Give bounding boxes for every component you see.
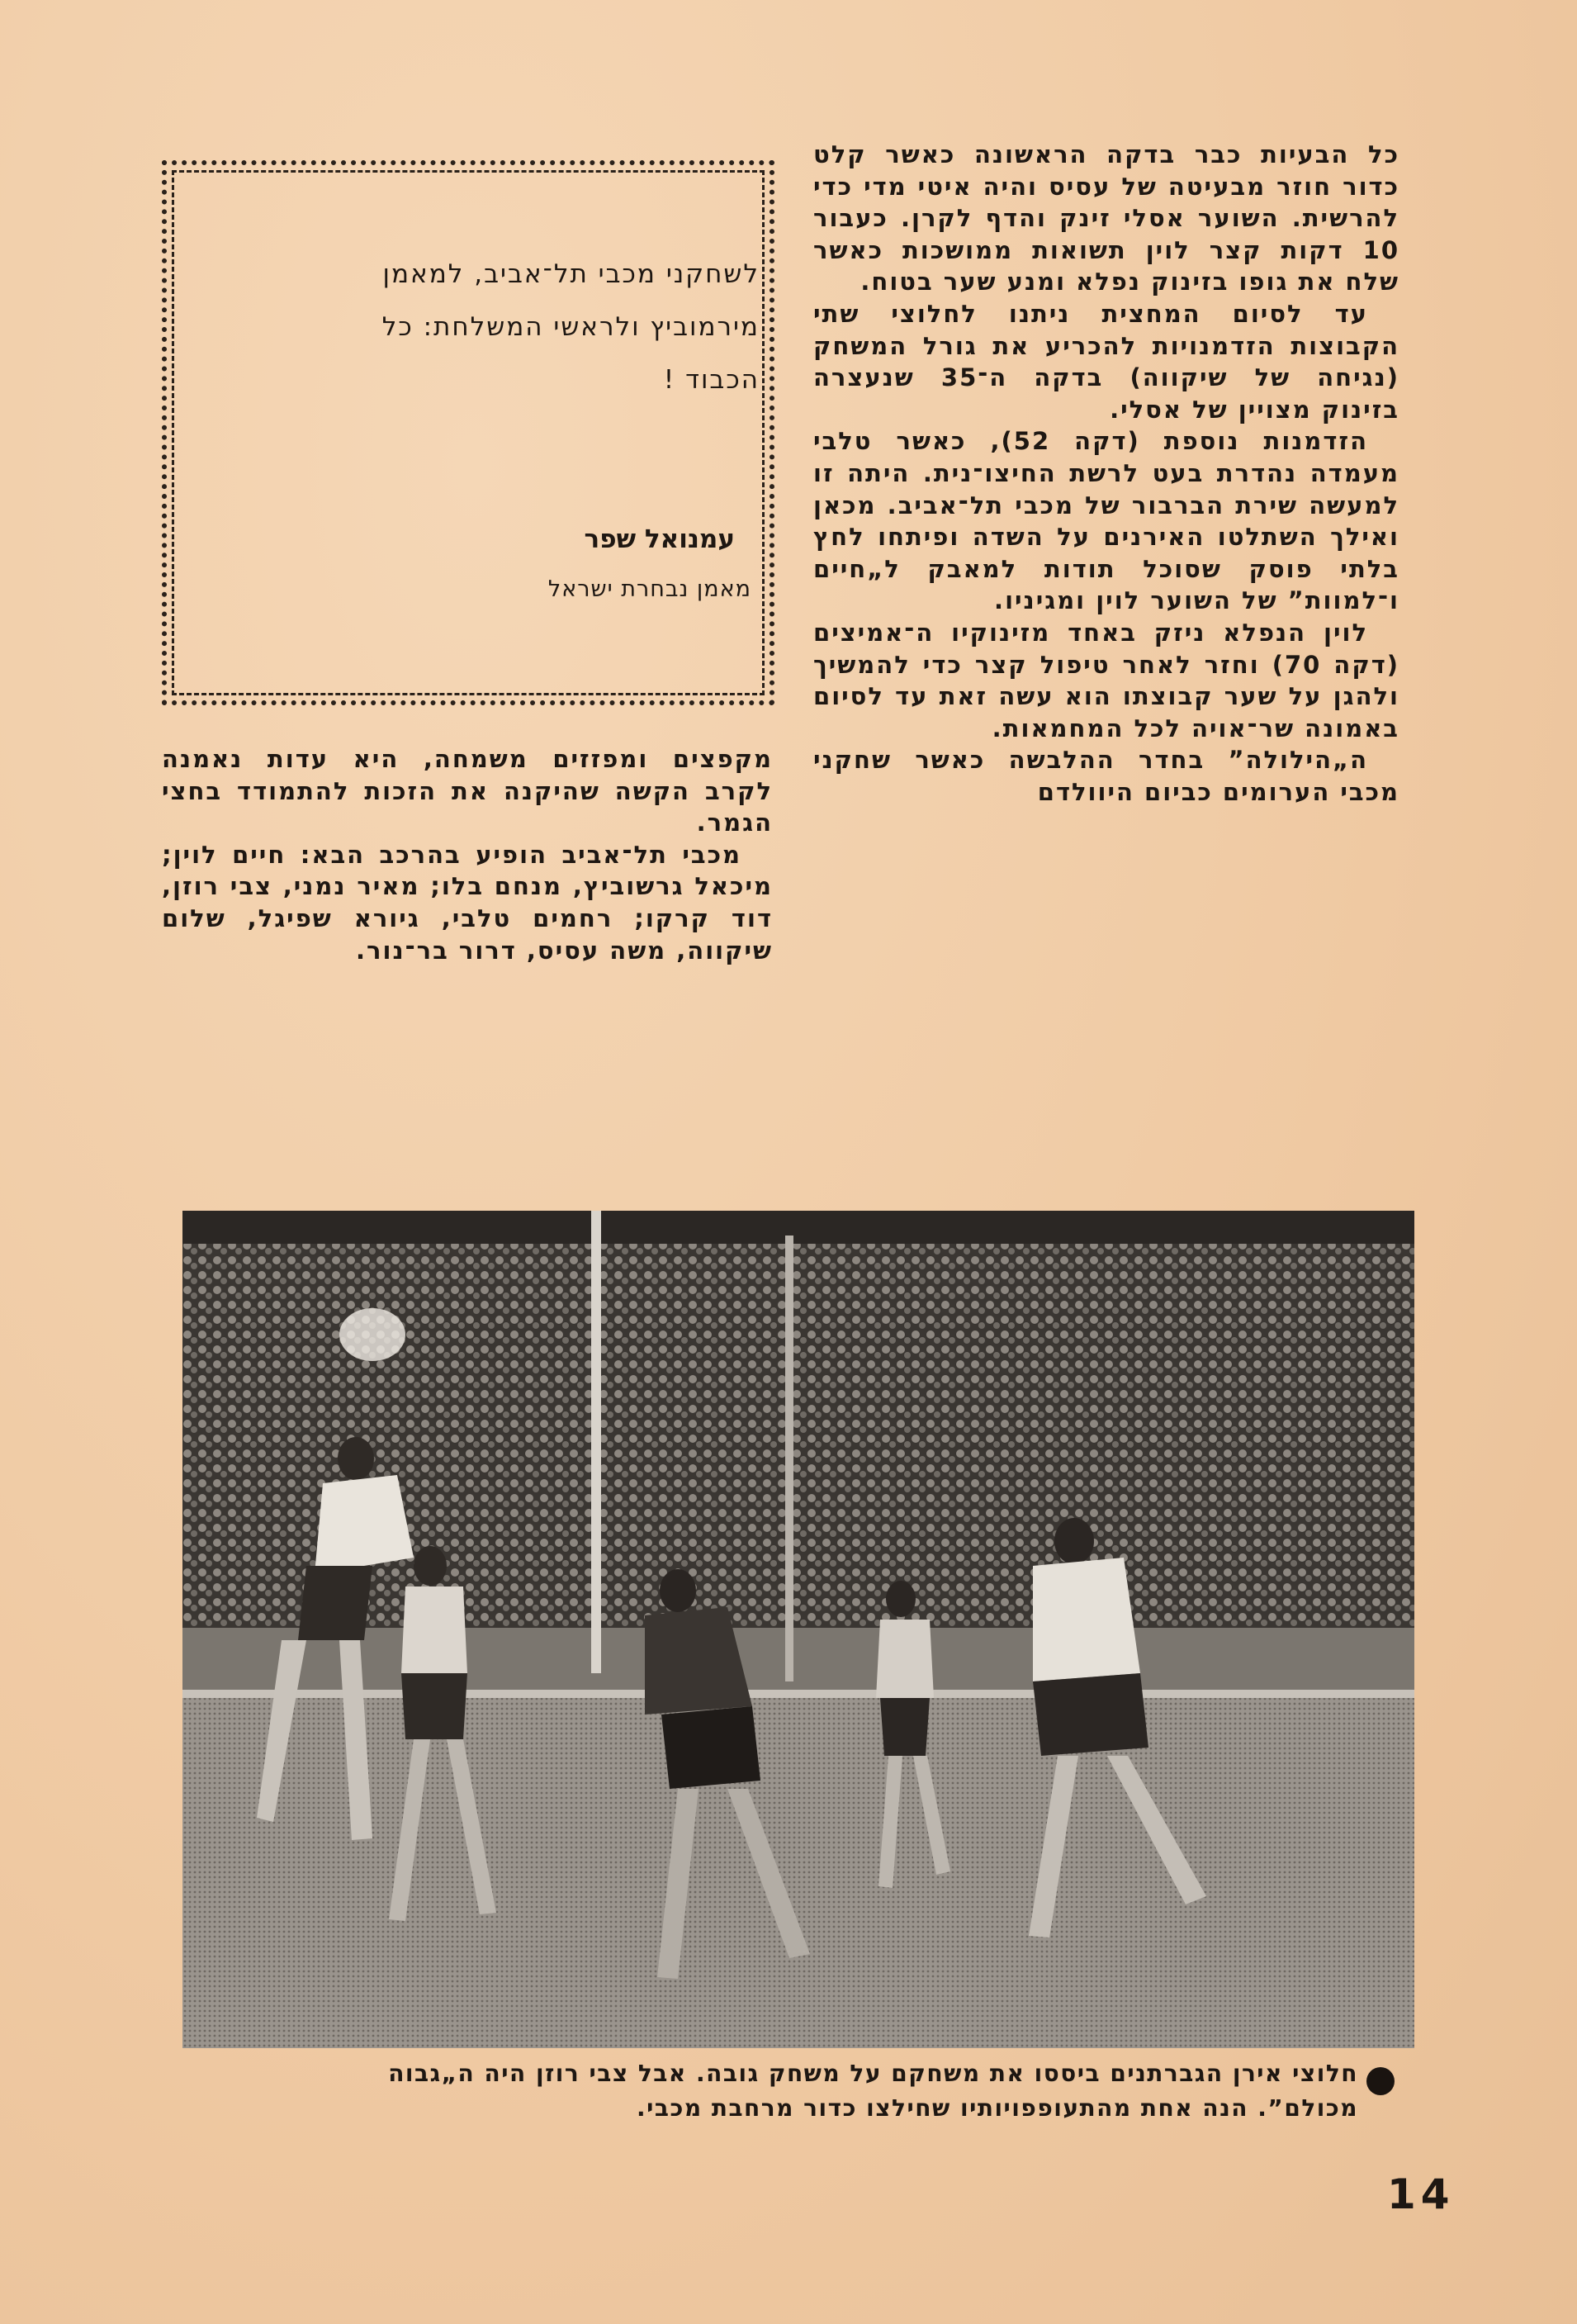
- article-paragraph: מקפצים ומפזזים משמחה, היא עדות נאמנה לקרב הקשה שהיקנה את הזכות להתמודד בחצי הגמר.: [162, 745, 773, 837]
- article-paragraph: מכבי תל־אביב הופיע בהרכב הבא: חיים לוין; מיכאל גרשוביץ, מנחם בלו; מאיר נמני, צבי רוזן, דוד קרקו; רחמים טלבי, גיורא שפיגל, שלום שיקווה, משה עסיס, דרור בר־נור.: [162, 840, 773, 965]
- dedication-text: [198, 248, 760, 406]
- article-paragraph: לוין הנפלא ניזק באחד מזינוקיו ה־אמיצים (דקה 70) וחזר לאחר טיפול קצר כדי להמשיך ולהגן על שער קבוצתו הוא עשה זאת עד לסיום באמונה שר־אויה לכל המחמאות.: [813, 618, 1399, 742]
- match-photo-drawing: [182, 1211, 1414, 2048]
- dedication-line: הכבוד !: [663, 365, 760, 395]
- article-paragraph: הזדמנות נוספת (דקה 52), כאשר טלבי מעמדה נהדרת בעט לרשת החיצו־נית. היתה זו למעשה שירת הברבור של מכבי תל־אביב. מכאן ואילך השתלטו האירנים על השדה ופיתחו לחץ בלתי פוסק שסוכל תודות למאבק ל„חיים ו־למוות” של השוער לוין ומגיניו.: [813, 427, 1399, 615]
- dedication-line: מירמוביץ ולראשי המשלחת: כל: [381, 312, 760, 342]
- dedication-line: לשחקני מכבי תל־אביב, למאמן: [382, 259, 760, 289]
- article-paragraph: כל הבעיות כבר בדקה הראשונה כאשר קלט כדור חוזר מבעיטה של עסיס והיה איטי מדי כדי להרשית. השוער אסלי זינק והדף לקרן. כעבור 10 דקות קצר לוין תשואות ממושכות כאשר שלח את גופו בזינוק נפלא ומנע שער בטוח.: [813, 140, 1399, 296]
- signature-title: מאמן נבחרת ישראל: [547, 576, 751, 602]
- caption-bullet-icon: [1366, 2067, 1395, 2095]
- article-left-column: [162, 743, 773, 966]
- article-right-column: [813, 139, 1399, 808]
- signature-name: עמנואל שפר: [584, 524, 735, 554]
- article-paragraph: עד לסיום המחצית ניתנו לחלוצי שתי הקבוצות הזדמנויות להכריע את גורל המשחק (נגיחה של שיקווה) בדקה ה־35 שנעצרה בזינוק מצויין של אסלי.: [813, 299, 1399, 424]
- match-photo: [182, 1211, 1414, 2048]
- dedication-box-frame: [162, 160, 774, 705]
- caption-line-2: מכולם”. הנה אחת מהתעופפויותיו שחילצו כדור מרחבת מכבי.: [637, 2094, 1358, 2122]
- photo-caption: [178, 2056, 1358, 2126]
- page-number: 14: [1387, 2170, 1455, 2218]
- article-paragraph: ה„הילולה” בחדר ההלבשה כאשר שחקני מכבי הערומים כביום היוולדם: [813, 746, 1399, 806]
- caption-line-1: חלוצי אירן הגברתנים ביססו את משחקם על משחק גובה. אבל צבי רוזן היה ה„גבוה: [388, 2060, 1358, 2087]
